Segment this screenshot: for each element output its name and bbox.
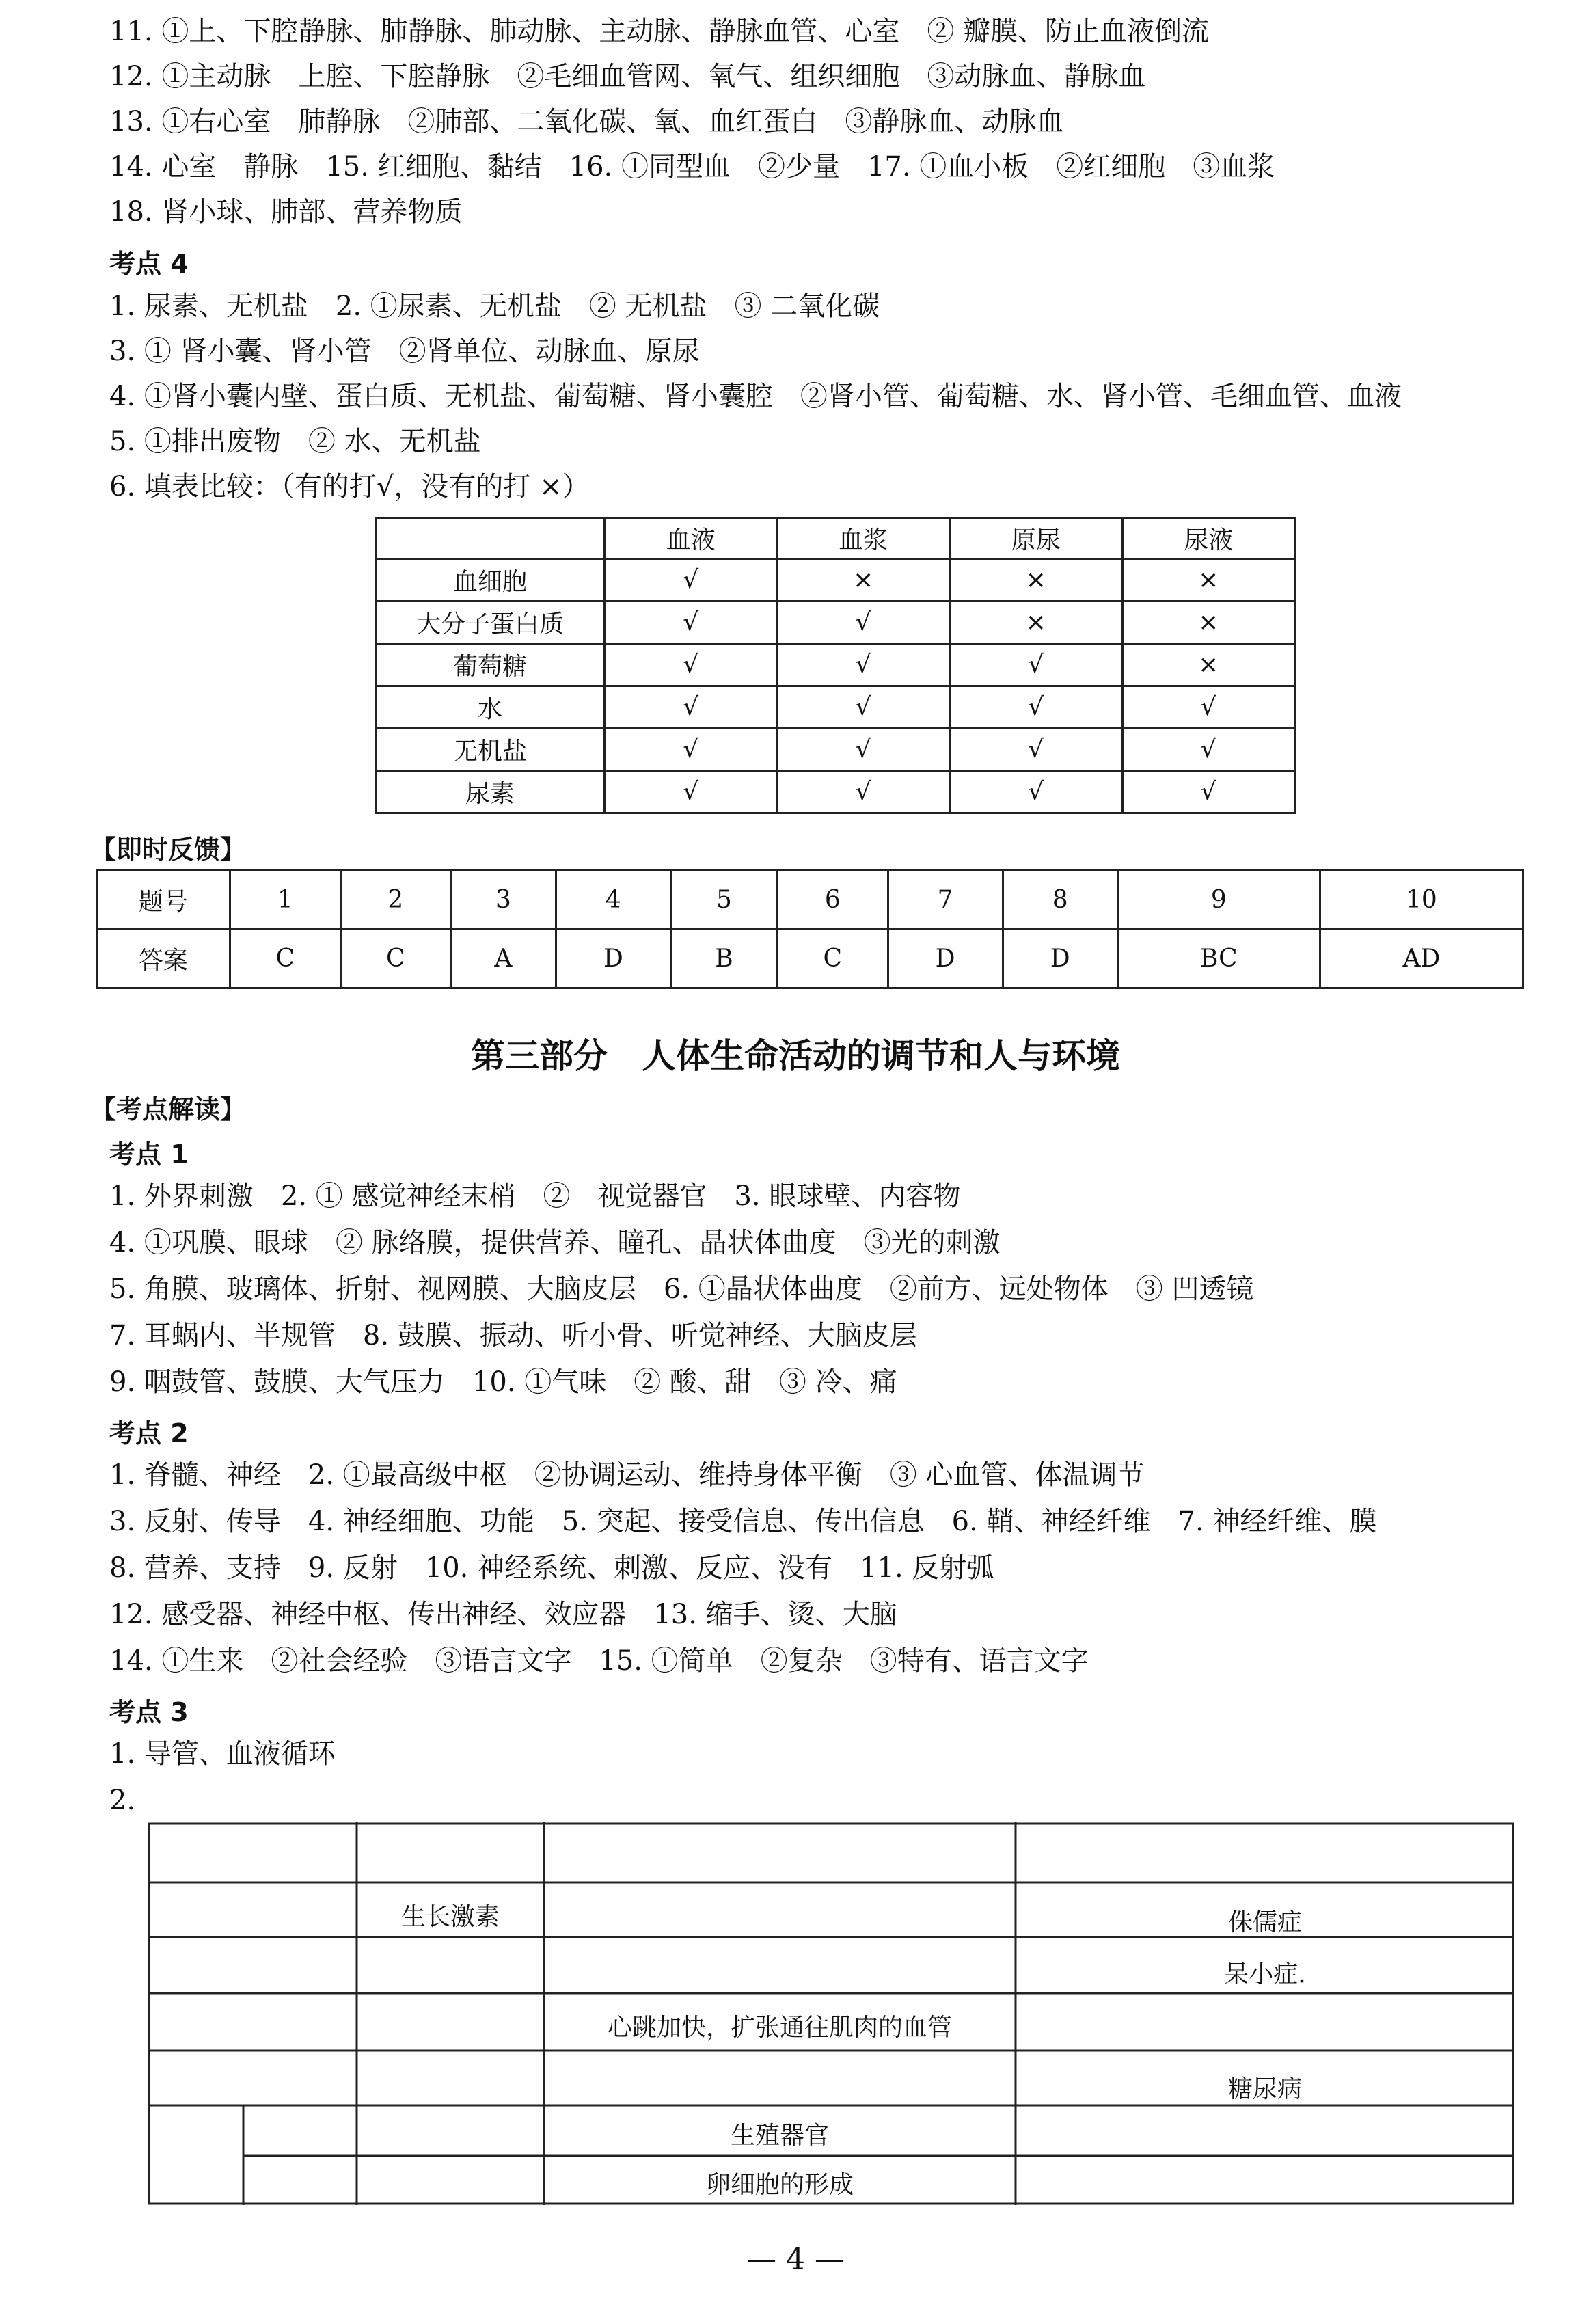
table-cell: √ xyxy=(950,686,1123,729)
answer-line: 8. 营养、支持 9. 反射 10. 神经系统、刺激、反应、没有 11. 反射弧 xyxy=(109,1552,994,1584)
table-cell: 心跳加快，扩张通往肌肉的血管 xyxy=(607,2014,952,2042)
answer-line: 3. 反射、传导 4. 神经细胞、功能 5. 突起、接受信息、传出信息 6. 鞘、神经纤维 7. 神经纤维、膜 xyxy=(109,1506,1377,1537)
answer-line: 13. ①右心室 肺静脉 ②肺部、二氧化碳、氧、血红蛋白 ③静脉血、动脉血 xyxy=(109,106,1064,137)
table-row xyxy=(376,559,1295,602)
table-cell: B xyxy=(670,930,777,988)
answer-line: 5. ①排出废物 ② 水、无机盐 xyxy=(109,426,481,457)
table-cell: √ xyxy=(950,771,1123,813)
table-cell: 3 xyxy=(451,871,556,930)
table-cell: √ xyxy=(777,771,950,813)
table-header: 血浆 xyxy=(777,518,950,559)
section-heading-kaodian2: 考点 2 xyxy=(109,1418,189,1448)
jiedu-heading: 【考点解读】 xyxy=(90,1094,247,1124)
table-cell: 生长激素 xyxy=(400,1903,500,1931)
table-cell: 8 xyxy=(1003,871,1117,930)
table-row xyxy=(376,729,1295,771)
table-cell: √ xyxy=(605,771,778,813)
table-row xyxy=(376,644,1295,686)
answer-line: 4. ①巩膜、眼球 ② 脉络膜，提供营养、瞳孔、晶状体曲度 ③光的刺激 xyxy=(109,1227,1001,1258)
table-cell: √ xyxy=(777,729,950,771)
table-cell: 5 xyxy=(670,871,777,930)
section-heading-kaodian4: 考点 4 xyxy=(109,249,189,279)
answer-line: 11. ①上、下腔静脉、肺静脉、肺动脉、主动脉、静脉血管、心室 ② 瓣膜、防止血液倒流 xyxy=(109,16,1210,47)
table-header: 答案 xyxy=(97,930,230,988)
table-cell: √ xyxy=(777,686,950,729)
table-cell: √ xyxy=(1122,729,1295,771)
section-heading-kaodian3: 考点 3 xyxy=(109,1697,189,1727)
table-header: 尿液 xyxy=(1122,518,1295,559)
answer-line: 4. ①肾小囊内壁、蛋白质、无机盐、葡萄糖、肾小囊腔 ②肾小管、葡萄糖、水、肾小管、毛细血管、血液 xyxy=(109,381,1402,412)
table-cell: D xyxy=(888,930,1003,988)
answer-line: 3. ① 肾小囊、肾小管 ②肾单位、动脉血、原尿 xyxy=(109,336,700,367)
page-number: — 4 — xyxy=(746,2242,845,2277)
table-cell: √ xyxy=(605,602,778,644)
section-heading-kaodian1: 考点 1 xyxy=(109,1139,189,1170)
answer-line: 1. 导管、血液循环 xyxy=(109,1738,336,1770)
table-cell: 卵细胞的形成 xyxy=(705,2171,854,2199)
table-cell: × xyxy=(950,602,1123,644)
table-header xyxy=(376,518,605,559)
table-cell: √ xyxy=(605,644,778,686)
table-cell: 尿素 xyxy=(376,771,605,813)
answer-line: 14. ①生来 ②社会经验 ③语言文字 15. ①简单 ②复杂 ③特有、语言文字 xyxy=(109,1645,1089,1677)
compare-table xyxy=(375,517,1296,814)
table-cell: 无机盐 xyxy=(376,729,605,771)
table-cell: 10 xyxy=(1320,871,1523,930)
answer-line: 18. 肾小球、肺部、营养物质 xyxy=(109,196,463,228)
answer-line: 6. 填表比较：（有的打√，没有的打 ×） xyxy=(109,471,590,502)
answer-line: 7. 耳蜗内、半规管 8. 鼓膜、振动、听小骨、听觉神经、大脑皮层 xyxy=(109,1320,917,1351)
table-cell: 水 xyxy=(376,686,605,729)
feedback-heading: 【即时反馈】 xyxy=(90,835,247,865)
table-cell: D xyxy=(1003,930,1117,988)
part3-title: 第三部分 人体生命活动的调节和人与环境 xyxy=(471,1036,1120,1076)
table-cell: 糖尿病 xyxy=(1227,2075,1302,2103)
table-cell: √ xyxy=(950,644,1123,686)
table-row xyxy=(97,930,1523,988)
answer-line: 12. 感受器、神经中枢、传出神经、效应器 13. 缩手、烫、大脑 xyxy=(109,1599,897,1630)
table-cell: 侏儒症 xyxy=(1227,1908,1302,1936)
table-cell: C xyxy=(340,930,451,988)
answer-table xyxy=(96,869,1524,989)
answer-line: 2. xyxy=(109,1785,136,1816)
answer-line: 12. ①主动脉 上腔、下腔静脉 ②毛细血管网、氧气、组织细胞 ③动脉血、静脉血 xyxy=(109,61,1146,92)
table-cell: √ xyxy=(1122,686,1295,729)
table-cell: BC xyxy=(1117,930,1320,988)
table-cell: C xyxy=(230,930,341,988)
table-cell: × xyxy=(777,559,950,602)
table-cell: C xyxy=(778,930,888,988)
table-header: 原尿 xyxy=(950,518,1123,559)
table-cell: A xyxy=(451,930,556,988)
table-row xyxy=(97,871,1523,930)
table-cell: 生殖器官 xyxy=(730,2122,829,2150)
table-cell: √ xyxy=(605,729,778,771)
table-cell: 9 xyxy=(1117,871,1320,930)
table-cell: × xyxy=(1122,644,1295,686)
table-row xyxy=(376,771,1295,813)
table-cell: 呆小症. xyxy=(1224,1960,1306,1988)
table-cell: 大分子蛋白质 xyxy=(376,602,605,644)
table-cell: √ xyxy=(777,644,950,686)
answer-line: 14. 心室 静脉 15. 红细胞、黏结 16. ①同型血 ②少量 17. ①血小板 ②红细胞 ③血浆 xyxy=(109,151,1275,183)
table-cell: 葡萄糖 xyxy=(376,644,605,686)
hormone-table xyxy=(148,1822,1514,2205)
table-cell: × xyxy=(950,559,1123,602)
answer-line: 1. 外界刺激 2. ① 感觉神经末梢 ② 视觉器官 3. 眼球壁、内容物 xyxy=(109,1180,961,1212)
table-cell: × xyxy=(1122,559,1295,602)
table-row xyxy=(376,686,1295,729)
table-cell: 1 xyxy=(230,871,341,930)
table-cell: 4 xyxy=(556,871,670,930)
table-cell: 6 xyxy=(778,871,888,930)
table-cell: × xyxy=(1122,602,1295,644)
table-cell: 7 xyxy=(888,871,1003,930)
table-cell: √ xyxy=(777,602,950,644)
table-header: 题号 xyxy=(97,871,230,930)
table-row xyxy=(376,602,1295,644)
table-cell: √ xyxy=(1122,771,1295,813)
answer-line: 1. 尿素、无机盐 2. ①尿素、无机盐 ② 无机盐 ③ 二氧化碳 xyxy=(109,290,880,322)
table-cell: 2 xyxy=(340,871,451,930)
table-cell: 血细胞 xyxy=(376,559,605,602)
table-cell: √ xyxy=(605,559,778,602)
table-cell: D xyxy=(556,930,670,988)
answer-line: 9. 咽鼓管、鼓膜、大气压力 10. ①气味 ② 酸、甜 ③ 冷、痛 xyxy=(109,1366,897,1398)
table-cell: √ xyxy=(605,686,778,729)
table-cell: AD xyxy=(1320,930,1523,988)
answer-line: 5. 角膜、玻璃体、折射、视网膜、大脑皮层 6. ①晶状体曲度 ②前方、远处物体 ③ 凹透镜 xyxy=(109,1273,1254,1305)
table-header-row xyxy=(376,518,1295,559)
answer-line: 1. 脊髓、神经 2. ①最高级中枢 ②协调运动、维持身体平衡 ③ 心血管、体温调节 xyxy=(109,1459,1145,1491)
table-header: 血液 xyxy=(605,518,778,559)
table-cell: √ xyxy=(950,729,1123,771)
